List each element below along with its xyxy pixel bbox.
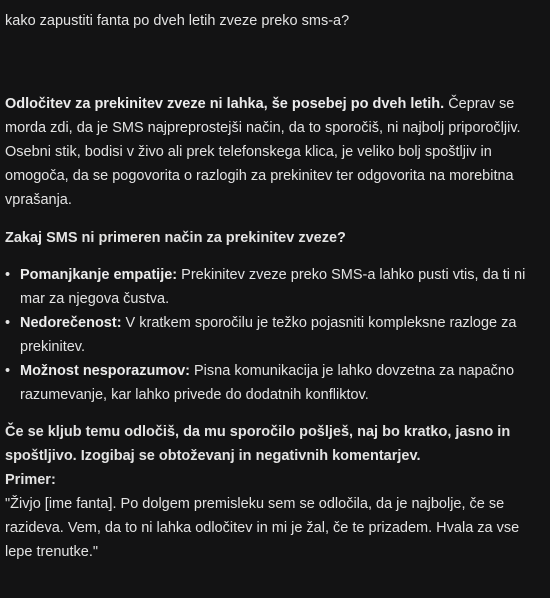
- list-item-text: V kratkem sporočilu je težko pojasniti kompleksne razloge za prekinitev.: [20, 315, 517, 355]
- response-advice-paragraph: Če se kljub temu odločiš, da mu sporočilo pošlješ, naj bo kratko, jasno in spoštljivo. Izogibaj se obtoževanj in negativnih komentarjev.: [5, 424, 511, 464]
- list-item: [5, 311, 545, 359]
- bullet-icon: •: [5, 267, 11, 283]
- user-prompt: [5, 11, 349, 31]
- list-item-label: Možnost nesporazumov:: [20, 363, 190, 379]
- response-intro-text: Čeprav se morda zdi, da je SMS najpreprostejši način, da to sporočiš, ni najbolj priporočljiv. Osebni stik, bodisi v živo ali prek telefonskega klica, je veliko bolj spoštljiv in omogoča, da se pogovorita o razlogih za prekinitev ter odgovorita na morebitna vprašanja.: [5, 96, 521, 208]
- response-intro-bold: Odločitev za prekinitev zveze ni lahka, še posebej po dveh letih.: [5, 96, 445, 112]
- list-item-text: Prekinitev zveze preko SMS-a lahko pusti vtis, da ti ni mar za njegova čustva.: [20, 267, 526, 307]
- model-response: [5, 92, 545, 564]
- response-intro-paragraph: [5, 92, 545, 212]
- example-message: "Živjo [ime fanta]. Po dolgem premisleku sem se odločila, da je najbolje, če se razideva. Vem, da to ni lahka odločitev in mi je žal, če te prizadem. Hvala za vse lepe trenutke.": [5, 496, 520, 560]
- reasons-list: [5, 263, 545, 407]
- list-item-label: Pomanjkanje empatije:: [20, 267, 178, 283]
- list-item-text: Pisna komunikacija je lahko dovzetna za napačno razumevanje, kar lahko privede do dodatnih konfliktov.: [20, 363, 515, 403]
- list-item-label: Nedorečenost:: [20, 315, 122, 331]
- user-prompt-text: kako zapustiti fanta po dveh letih zveze preko sms-a?: [5, 13, 350, 29]
- bullet-icon: •: [5, 315, 11, 331]
- bullet-icon: •: [5, 363, 11, 379]
- example-label: Primer:: [5, 472, 56, 488]
- response-section-heading: Zakaj SMS ni primeren način za prekinitev zveze?: [5, 230, 346, 246]
- list-item: [5, 359, 545, 407]
- list-item: [5, 263, 545, 311]
